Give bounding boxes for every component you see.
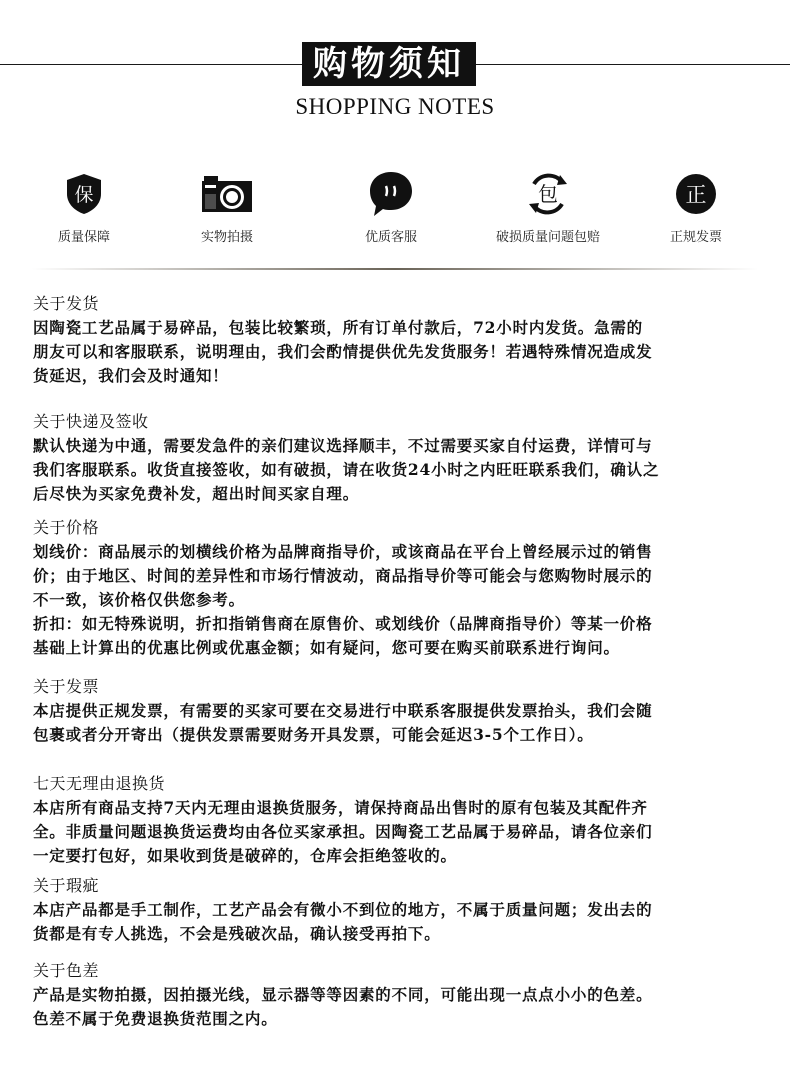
section-title: 关于发票 [33, 677, 100, 696]
section-title: 关于快递及签收 [33, 412, 149, 431]
section-title: 关于价格 [33, 518, 100, 537]
package-refresh-icon [524, 170, 572, 218]
section-line: 默认快递为中通，需要发急件的亲们建议选择顺丰，不过需要买家自付运费，详情可与 [33, 436, 653, 455]
section-line: 包裹或者分开寄出（提供发票需要财务开具发票，可能会延迟3-5个工作日）。 [33, 725, 594, 744]
svg-text:保: 保 [74, 184, 94, 206]
feature-label: 优质客服 [364, 230, 417, 245]
section-shipping [33, 292, 758, 410]
feature-label: 质量保障 [57, 230, 110, 245]
section-line: 全。非质量问题退换货运费均由各位买家承担。因陶瓷工艺品属于易碎品，请各位亲们 [33, 822, 653, 841]
section-line: 货都是有专人挑选，不会是残破次品，确认接受再拍下。 [33, 924, 441, 943]
section-title: 关于发货 [33, 294, 100, 313]
section-title: 七天无理由退换货 [33, 774, 166, 793]
section-title: 关于瑕疵 [33, 876, 100, 895]
section-delivery [33, 410, 758, 516]
feature-quality [9, 170, 159, 245]
notes-content [33, 292, 758, 1031]
section-line: 折扣：如无特殊说明，折扣指销售商在原售价、或划线价（品牌商指导价）等某一价格 [33, 614, 653, 633]
section-line: 后尽快为买家免费补发，超出时间买家自理。 [33, 484, 360, 503]
feature-photo [152, 170, 302, 245]
section-color-difference [33, 959, 758, 1031]
camera-icon [201, 174, 253, 214]
shield-icon [64, 172, 104, 216]
page-subtitle: SHOPPING NOTES [295, 94, 495, 119]
invoice-circle-icon [674, 172, 718, 216]
section-line: 划线价：商品展示的划横线价格为品牌商指导价，或该商品在平台上曾经展示过的销售 [33, 542, 653, 561]
section-line: 不一致，该价格仅供您参考。 [33, 590, 245, 609]
feature-label: 正规发票 [669, 230, 722, 245]
section-line: 产品是实物拍摄，因拍摄光线，显示器等等因素的不同，可能出现一点点小小的色差。 [33, 985, 653, 1004]
section-line: 基础上计算出的优惠比例或优惠金额；如有疑问，您可要在购买前联系进行询问。 [33, 638, 620, 657]
section-line: 本店所有商品支持7天内无理由退换货服务，请保持商品出售时的原有包装及其配件齐 [33, 798, 648, 817]
feature-invoice [621, 170, 771, 245]
section-invoice [33, 675, 758, 772]
section-title: 关于色差 [33, 961, 100, 980]
section-price [33, 516, 758, 675]
svg-text:包: 包 [538, 182, 558, 206]
section-divider [32, 268, 758, 270]
section-return-policy [33, 772, 758, 874]
section-line: 货延迟，我们会及时通知！ [33, 366, 229, 385]
feature-service [316, 170, 466, 245]
feature-icons-row [0, 170, 790, 250]
svg-text:正: 正 [685, 183, 707, 207]
feature-label: 实物拍摄 [200, 230, 253, 245]
section-flaws [33, 874, 758, 959]
section-line: 一定要打包好，如果收到货是破碎的，仓库会拒绝签收的。 [33, 846, 457, 865]
chat-bubble-icon [366, 169, 416, 219]
section-line: 朋友可以和客服联系，说明理由，我们会酌情提供优先发货服务！若遇特殊情况造成发 [33, 342, 653, 361]
section-line: 价；由于地区、时间的差异性和市场行情波动，商品指导价等可能会与您购物时展示的 [33, 566, 653, 585]
section-line: 我们客服联系。收货直接签收，如有破损，请在收货24小时之内旺旺联系我们，确认之 [33, 460, 660, 479]
section-line: 本店产品都是手工制作，工艺产品会有微小不到位的地方，不属于质量问题；发出去的 [33, 900, 653, 919]
section-line: 因陶瓷工艺品属于易碎品，包装比较繁琐，所有订单付款后，72小时内发货。急需的 [33, 318, 643, 337]
section-line: 本店提供正规发票，有需要的买家可要在交易进行中联系客服提供发票抬头，我们会随 [33, 701, 653, 720]
section-line: 色差不属于免费退换货范围之内。 [33, 1009, 278, 1028]
feature-label: 破损质量问题包赔 [495, 230, 600, 245]
feature-compensation [473, 170, 623, 245]
page-title: 购物须知 [302, 42, 476, 86]
